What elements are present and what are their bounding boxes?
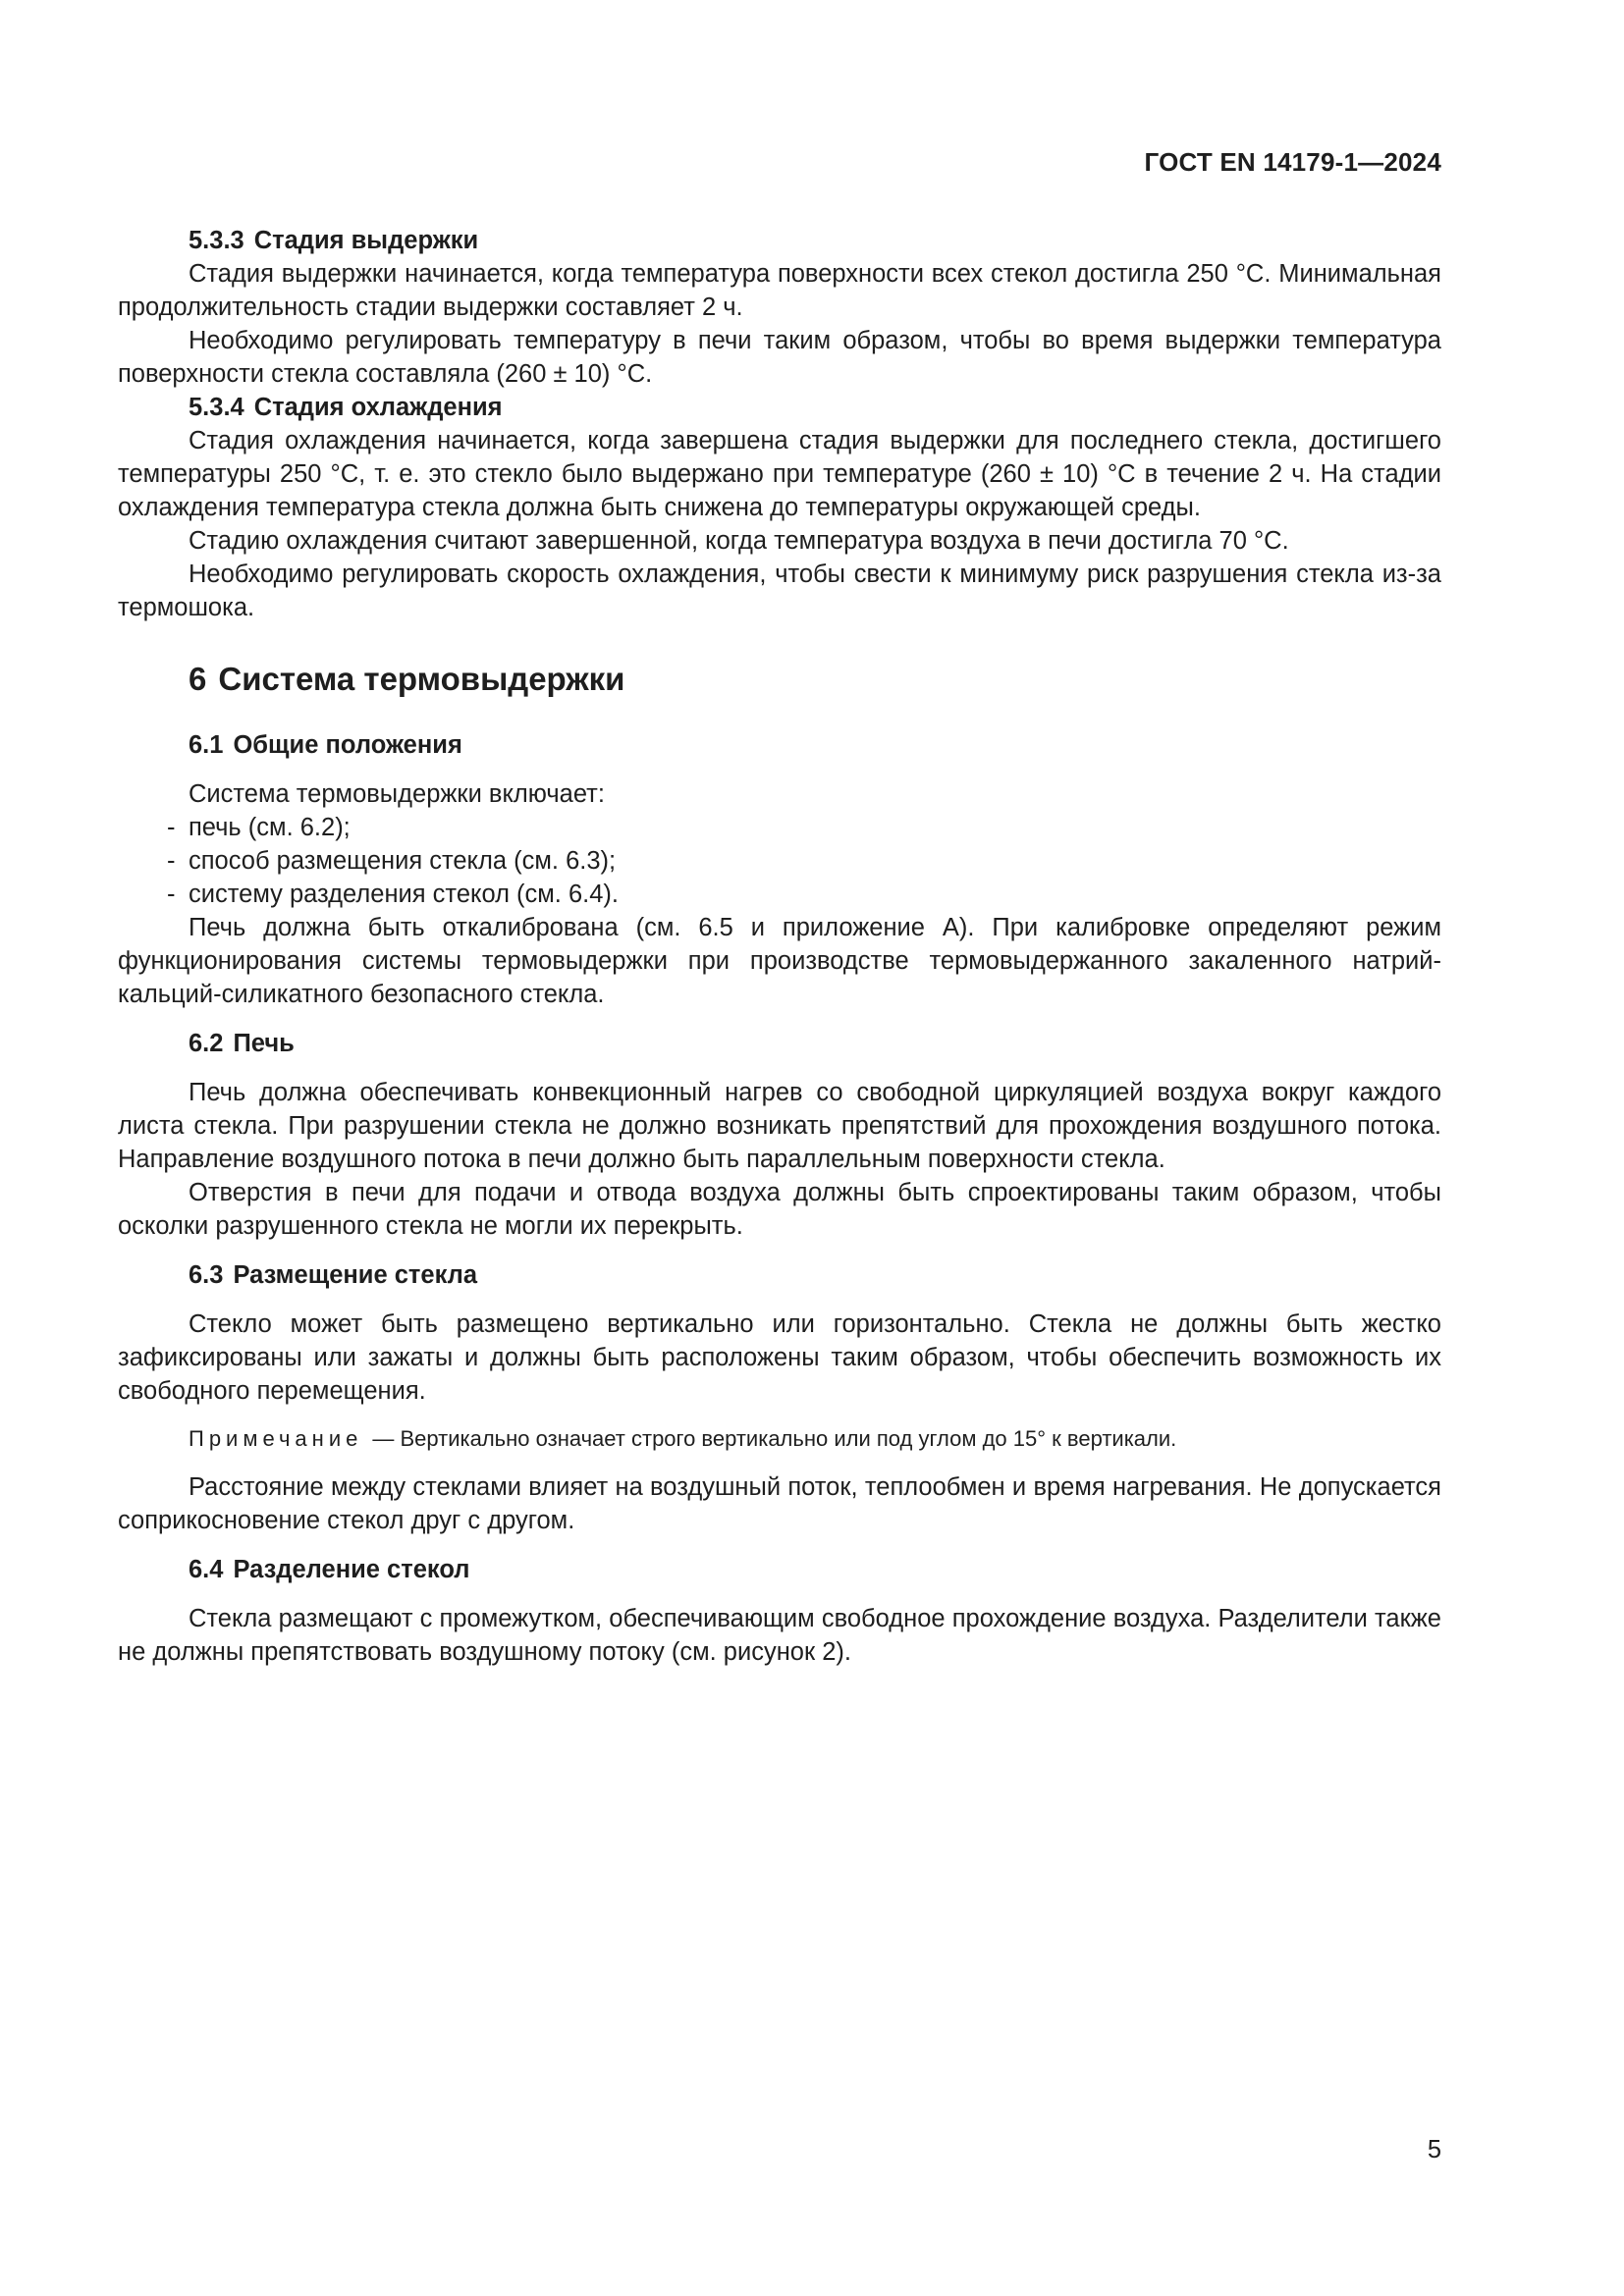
section-title: Стадия выдержки	[253, 227, 479, 254]
paragraph: Стадия выдержки начинается, когда температура поверхности всех стекол достигла 250 °С. Минимальная продолжительность стадии выдержки составляет 2 ч.	[118, 260, 1441, 321]
section-title: Общие положения	[233, 731, 462, 759]
section-number: 6.3	[189, 1261, 224, 1289]
section-heading-6-3	[118, 1258, 1441, 1292]
section-number: 5.3.3	[189, 227, 244, 254]
paragraph: Отверстия в печи для подачи и отвода воздуха должны быть спроектированы таким образом, чтобы осколки разрушенного стекла не могли их перекрыть.	[118, 1179, 1441, 1240]
section-number: 6.4	[189, 1556, 224, 1583]
section-number: 6.2	[189, 1030, 224, 1057]
paragraph: Необходимо регулировать температуру в печи таким образом, чтобы во время выдержки температура поверхности стекла составляла (260 ± 10) °С.	[118, 327, 1441, 388]
paragraph: Печь должна быть откалибрована (см. 6.5 и приложение А). При калибровке определяют режим функционирования системы термовыдержки при производстве термовыдержанного закаленного натрий-кальций-силикатного безопасного стекла.	[118, 914, 1441, 1008]
paragraph: Стадия охлаждения начинается, когда завершена стадия выдержки для последнего стекла, достигшего температуры 250 °С, т. е. это стекло было выдержано при температуре (260 ± 10) °С в течение 2 ч. На стадии охлаждения температура стекла должна быть снижена до температуры окружающей среды.	[118, 427, 1441, 521]
paragraph: Необходимо регулировать скорость охлаждения, чтобы свести к минимуму риск разрушения стекла из-за термошока.	[118, 561, 1441, 621]
section-heading-5-3-4	[118, 391, 1441, 424]
paragraph: Расстояние между стеклами влияет на воздушный поток, теплообмен и время нагревания. Не допускается соприкосновение стекол друг с другом.	[118, 1473, 1441, 1534]
section-number: 6.1	[189, 731, 224, 759]
section-number: 5.3.4	[189, 394, 244, 421]
list-item: - систему разделения стекол (см. 6.4).	[167, 881, 619, 908]
paragraph: Система термовыдержки включает:	[189, 780, 605, 808]
section-title: Стадия охлаждения	[253, 394, 503, 421]
document-code: ГОСТ EN 14179-1—2024	[1144, 147, 1441, 177]
section-title: Разделение стекол	[233, 1556, 470, 1583]
note	[118, 1423, 1441, 1455]
paragraph: Печь должна обеспечивать конвекционный нагрев со свободной циркуляцией воздуха вокруг каждого листа стекла. При разрушении стекла не должно возникать препятствий для прохождения воздушного потока. Направление воздушного потока в печи должно быть параллельным поверхности стекла.	[118, 1079, 1441, 1173]
section-heading-6-1	[118, 728, 1441, 762]
section-heading-6-4	[118, 1553, 1441, 1586]
paragraph: Стадию охлаждения считают завершенной, когда температура воздуха в печи достигла 70 °С.	[189, 527, 1289, 555]
note-label: Примечание	[189, 1426, 363, 1451]
note-text: — Вертикально означает строго вертикально или под углом до 15° к вертикали.	[372, 1426, 1177, 1451]
page-number: 5	[1427, 2136, 1441, 2163]
chapter-number: 6	[189, 661, 207, 697]
section-heading-5-3-3	[118, 224, 1441, 257]
component-list	[118, 811, 1441, 911]
section-title: Размещение стекла	[233, 1261, 478, 1289]
section-heading-6-2	[118, 1027, 1441, 1060]
list-item: - способ размещения стекла (см. 6.3);	[167, 847, 617, 875]
paragraph: Стекло может быть размещено вертикально или горизонтально. Стекла не должны быть жестко зафиксированы или зажаты и должны быть расположены таким образом, чтобы обеспечить возможность их свободного перемещения.	[118, 1310, 1441, 1405]
page-body	[118, 224, 1441, 1669]
chapter-title: Система термовыдержки	[218, 661, 625, 697]
list-item: - печь (см. 6.2);	[167, 814, 351, 841]
paragraph: Стекла размещают с промежутком, обеспечивающим свободное прохождение воздуха. Разделители также не должны препятствовать воздушному потоку (см. рисунок 2).	[118, 1605, 1441, 1666]
section-title: Печь	[233, 1030, 295, 1057]
chapter-heading-6	[118, 660, 1441, 699]
